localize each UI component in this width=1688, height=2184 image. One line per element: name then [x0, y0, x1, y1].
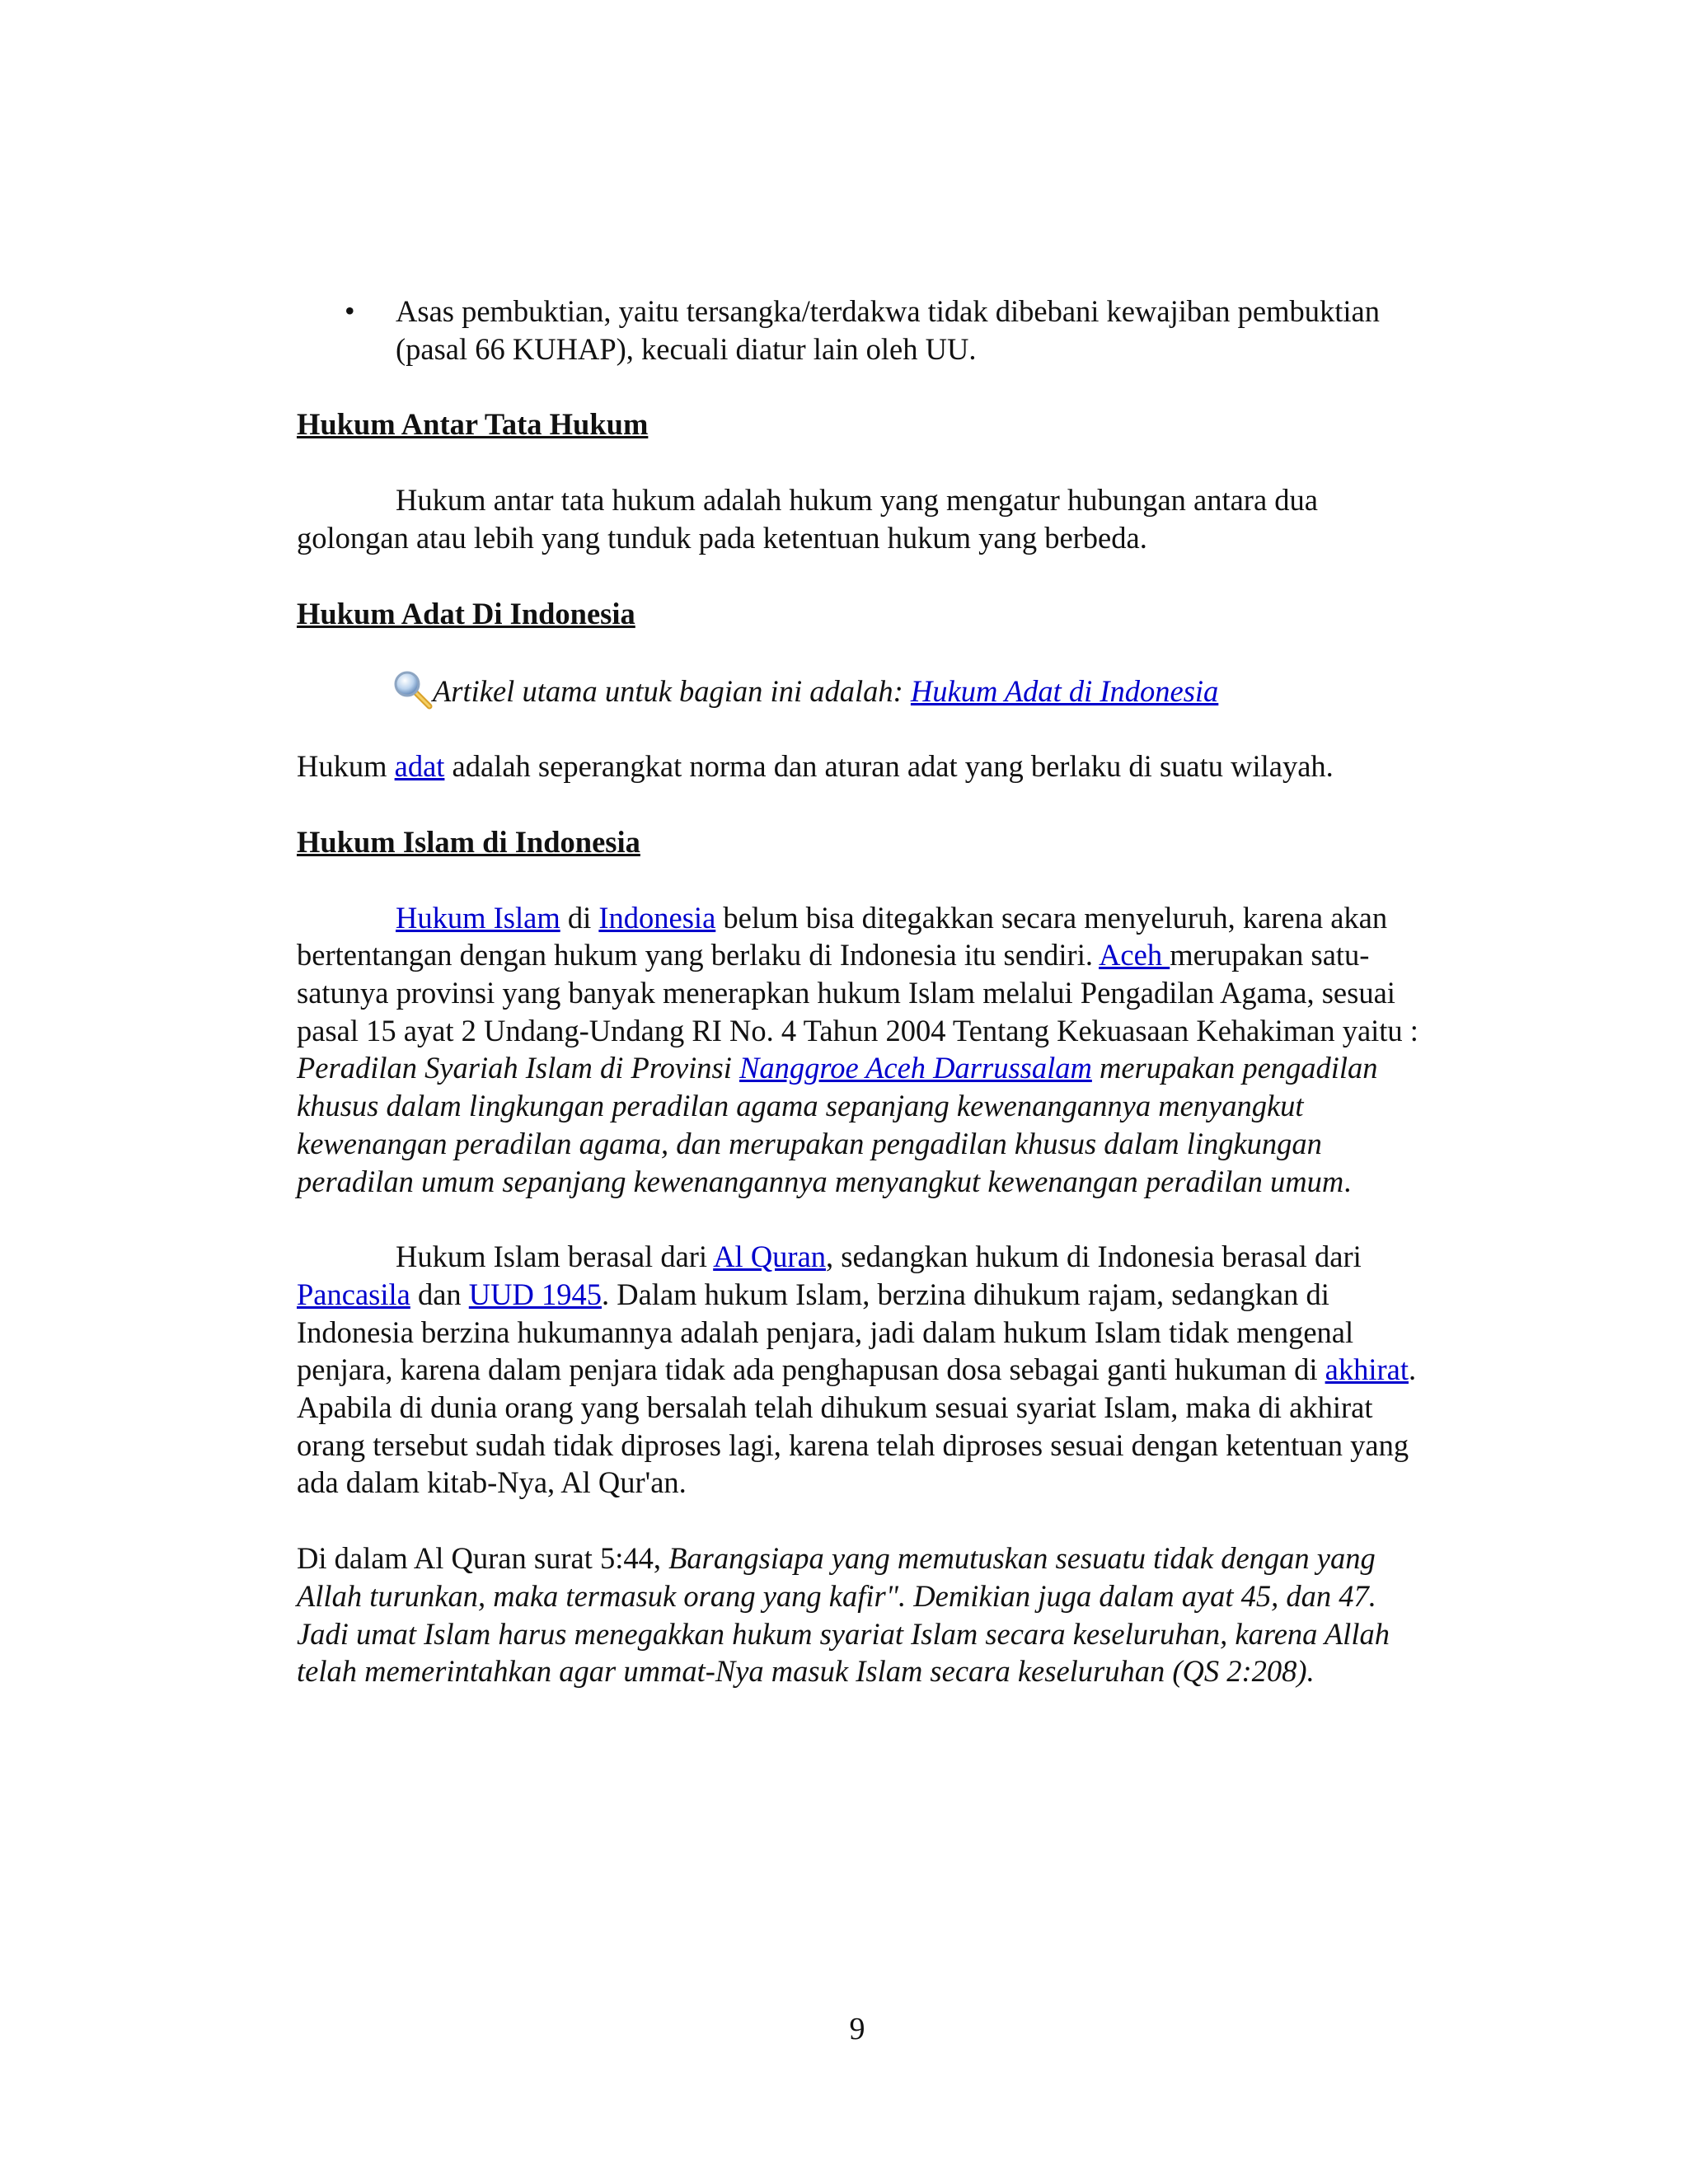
- paragraph-hukum-islam-1: Hukum Islam di Indonesia belum bisa ditegakkan secara menyeluruh, karena akan bertentangan dengan hukum yang berlaku di Indonesia itu sendiri. Aceh merupakan satu-satunya provinsi yang banyak menerapkan hukum Islam melalui Pengadilan Agama, sesuai pasal 15 ayat 2 Undang-Undang RI No. 4 Tahun 2004 Tentang Kekuasaan Kehakiman yaitu : Peradilan Syariah Islam di Provinsi Nanggroe Aceh Darrussalam merupakan pengadilan khusus dalam lingkungan peradilan agama sepanjang kewenangannya menyangkut kewenangan peradilan agama, dan merupakan pengadilan khusus dalam lingkungan peradilan umum sepanjang kewenangannya menyangkut kewenangan peradilan umum.: [297, 900, 1418, 1198]
- link-hukum-adat-di-indonesia[interactable]: Hukum Adat di Indonesia: [910, 673, 1219, 708]
- bullet-text: Asas pembuktian, yaitu tersangka/terdakwa tidak dibebani kewajiban pembuktian (pasal 66 KUHAP), kecuali diatur lain oleh UU.: [396, 294, 1381, 366]
- link-aceh[interactable]: Aceh: [1099, 938, 1170, 972]
- paragraph-hukum-islam-3: Di dalam Al Quran surat 5:44, Barangsiapa yang memutuskan sesuatu tidak dengan yang Allah turunkan, maka termasuk orang yang kafir". Demikian juga dalam ayat 45, dan 47. Jadi umat Islam harus menegakkan hukum syariat Islam secara keseluruhan, karena Allah telah memerintahkan agar ummat-Nya masuk Islam secara keseluruhan (QS 2:208).: [297, 1541, 1390, 1689]
- link-pancasila[interactable]: Pancasila: [297, 1277, 410, 1311]
- link-hukum-islam[interactable]: Hukum Islam: [396, 900, 560, 935]
- heading-hukum-islam: Hukum Islam di Indonesia: [297, 824, 640, 859]
- list-item: [297, 293, 1434, 368]
- paragraph-hukum-islam-2: Hukum Islam berasal dari Al Quran, sedangkan hukum di Indonesia berasal dari Pancasila dan UUD 1945. Dalam hukum Islam, berzina dihukum rajam, sedangkan di Indonesia berzina hukumannya adalah penjara, jadi dalam hukum Islam tidak mengenal penjara, karena dalam penjara tidak ada penghapusan dosa sebagai ganti hukuman di akhirat. Apabila di dunia orang yang bersalah telah dihukum sesuai syariat Islam, maka di akhirat orang tersebut sudah tidak diproses lagi, karena telah diproses sesuai dengan ketentuan yang ada dalam kitab-Nya, Al Qur'an.: [297, 1240, 1417, 1500]
- callout-text: Artikel utama untuk bagian ini adalah:: [433, 673, 911, 708]
- document-body: [297, 293, 1434, 1690]
- link-uud-1945[interactable]: UUD 1945: [468, 1277, 602, 1311]
- link-adat[interactable]: adat: [394, 749, 445, 784]
- paragraph-hukum-antar: Hukum antar tata hukum adalah hukum yang mengatur hubungan antara dua golongan atau lebih yang tunduk pada ketentuan hukum yang berbeda.: [297, 483, 1318, 555]
- link-al-quran[interactable]: Al Quran: [713, 1240, 827, 1274]
- bullet-icon: •: [345, 294, 355, 327]
- link-indonesia[interactable]: Indonesia: [598, 900, 716, 935]
- link-akhirat[interactable]: akhirat: [1325, 1352, 1409, 1387]
- page-number: 9: [849, 2012, 865, 2046]
- heading-hukum-adat: Hukum Adat Di Indonesia: [297, 596, 635, 630]
- heading-hukum-antar-tata-hukum: Hukum Antar Tata Hukum: [297, 407, 649, 442]
- main-article-callout: [297, 670, 1434, 710]
- link-nanggroe-aceh-darrussalam[interactable]: Nanggroe Aceh Darrussalam: [739, 1051, 1092, 1085]
- paragraph-hukum-adat: Hukum adat adalah seperangkat norma dan aturan adat yang berlaku di suatu wilayah.: [297, 749, 1334, 784]
- magnifier-icon: [393, 670, 433, 710]
